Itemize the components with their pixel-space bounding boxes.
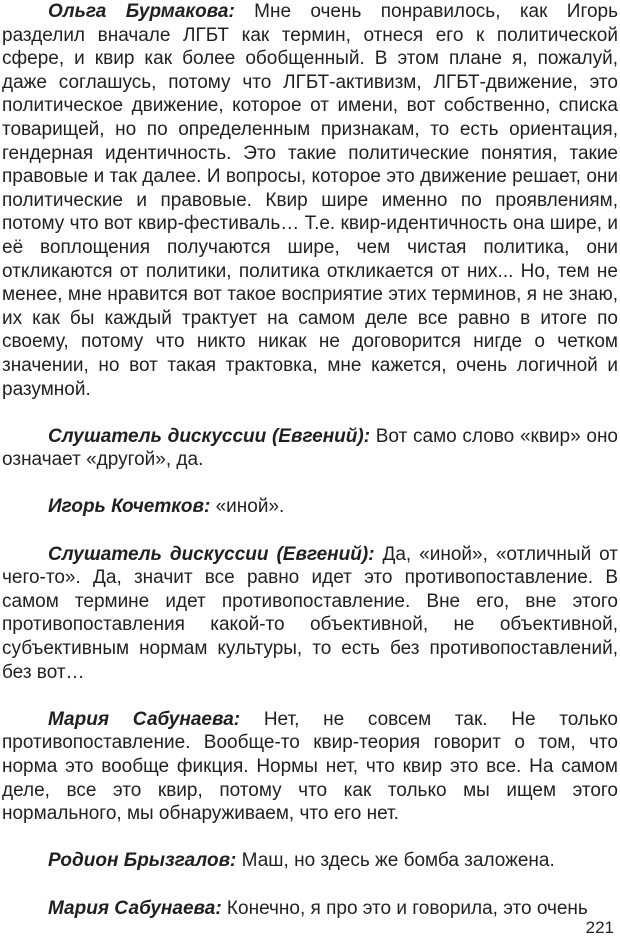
paragraph-4 (2, 543, 618, 685)
page-number: 221 (585, 918, 614, 937)
speaker-name: Слушатель дискуссии (Евгений): (48, 543, 375, 565)
document-page (2, 0, 618, 920)
paragraph-2 (2, 425, 618, 472)
paragraph-5 (2, 708, 618, 826)
paragraph-text: Да, «иной», «отличный от чего-то». Да, значит все равно идет это противопоставление. В самом термине идет противопоставление. Вне его, вне этого противопоставления какой-то объективной, не объективной, субъективным нормам культуры, то есть без противопоставлений, без вот… (2, 543, 618, 683)
paragraph-7 (2, 897, 618, 921)
speaker-name: Слушатель дискуссии (Евгений): (48, 425, 371, 447)
paragraph-text: Маш, но здесь же бомба заложена. (236, 850, 555, 872)
paragraph-6 (2, 849, 618, 873)
paragraph-1 (2, 0, 618, 401)
paragraph-text: Мне очень понравилось, как Игорь разделил вначале ЛГБТ как термин, отнеся его к политической сфере, и квир как более обобщенный. В этом плане я, пожалуй, даже соглашусь, потому что ЛГБТ-активизм, ЛГБТ-движение, это политическое движение, которое от имени, вот собственно, списка товарищей, но по определенным признакам, то есть ориентация, гендерная идентичность. Это такие политические понятия, такие правовые и так далее. И вопросы, которое это движение решает, они политические и правовые. Квир шире именно по проявлениям, потому что вот квир-фестиваль… Т.е. квир-идентичность она шире, и её воплощения получаются шире, чем чистая политика, они откликаются от политики, политика откликается от них... Но, тем не менее, мне нравится вот такое восприятие этих терминов, я не знаю, их как бы каждый трактует на самом деле все равно в итоге по своему, потому что никто никак не договорится нигде о четком значении, но вот такая трактовка, мне кажется, очень логичной и разумной. (2, 1, 618, 400)
speaker-name: Мария Сабунаева: (48, 708, 241, 730)
speaker-name: Ольга Бурмакова: (48, 1, 235, 22)
speaker-name: Игорь Кочетков: (48, 496, 211, 518)
paragraph-text: Нет, не совсем так. Не только противопоставление. Вообще-то квир-теория говорит о том, что норма это вообще фикция. Нормы нет, что квир это все. На самом деле, все это квир, потому что как только мы ищем этого нормального, мы обнаруживаем, что его нет. (2, 708, 618, 825)
paragraph-text: Конечно, я про это и говорила, это очень (221, 897, 588, 919)
paragraph-text: «иной». (210, 496, 285, 518)
paragraph-3 (2, 495, 618, 519)
speaker-name: Мария Сабунаева: (48, 897, 222, 919)
paragraph-text: Вот само слово «квир» оно означает «другой», да. (2, 425, 618, 471)
speaker-name: Родион Брызгалов: (48, 850, 237, 872)
